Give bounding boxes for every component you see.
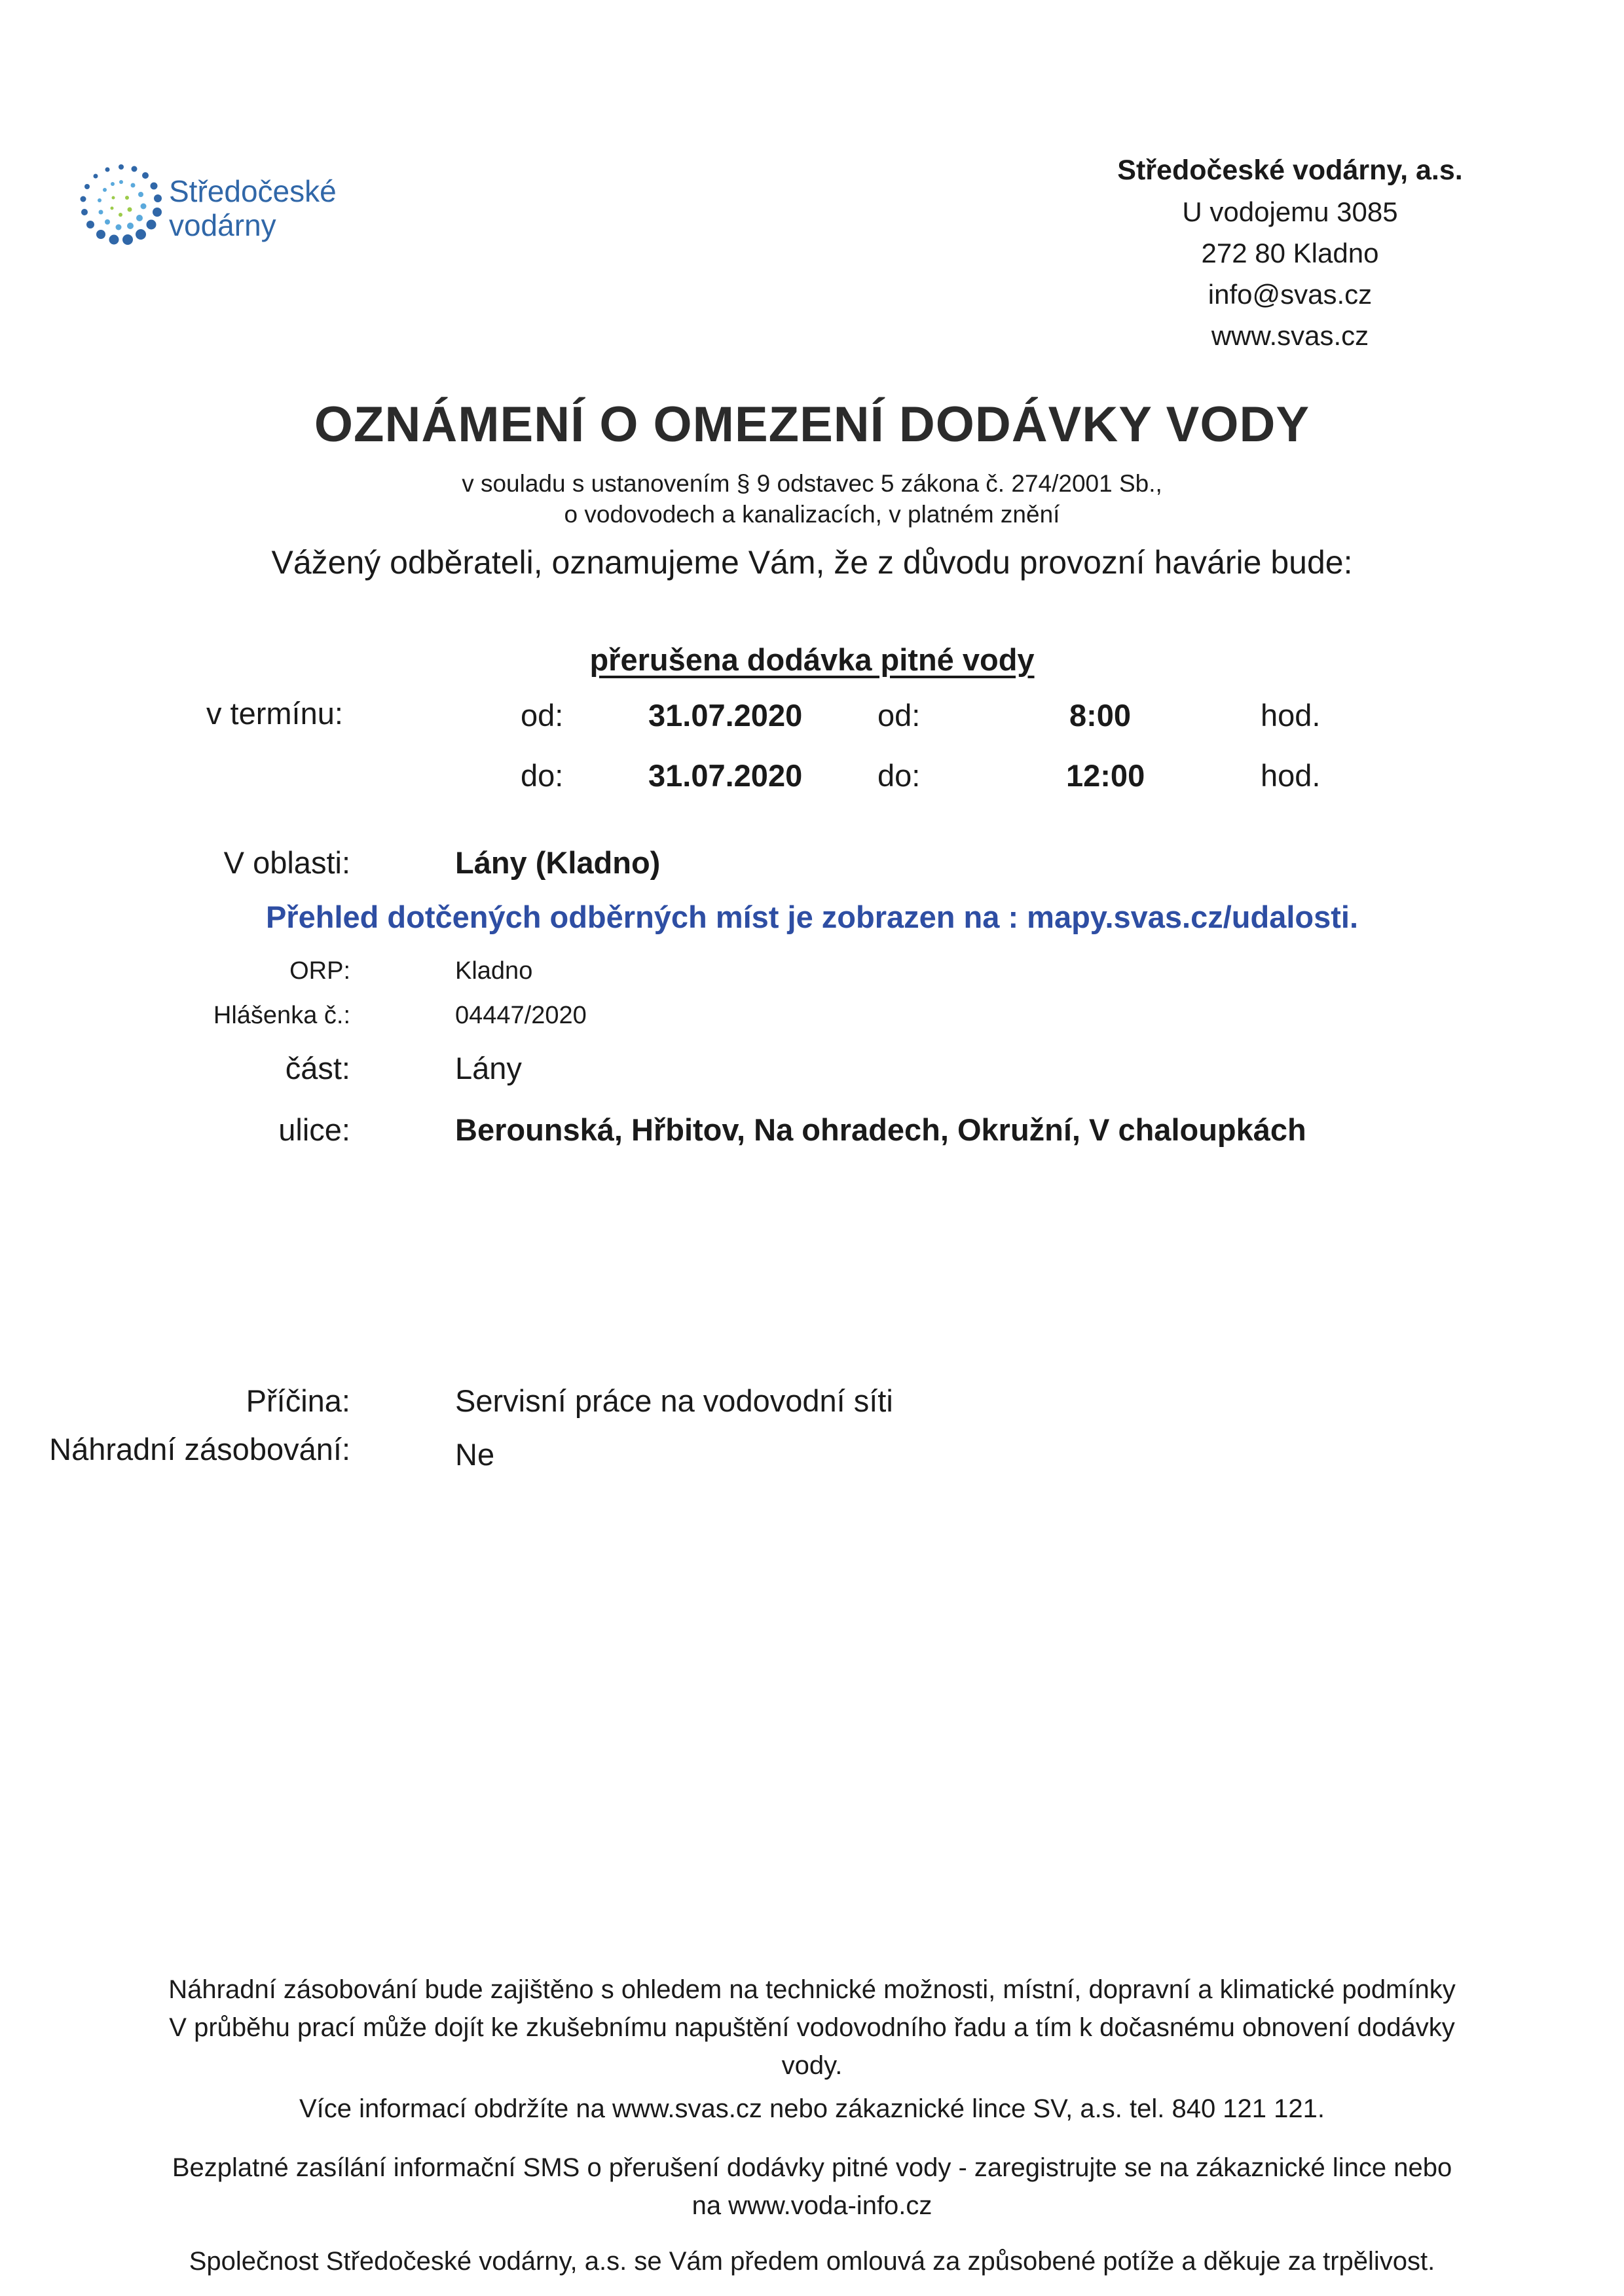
company-website: www.svas.cz [1211, 320, 1369, 351]
logo-line-2: vodárny [169, 208, 276, 242]
logo-wordmark [169, 174, 337, 242]
company-email: info@svas.cz [1208, 279, 1373, 310]
area-value: Lány (Kladno) [455, 845, 661, 880]
report-number-label: Hlášenka č.: [213, 1002, 350, 1029]
company-street: U vodojemu 3085 [1182, 196, 1398, 227]
from-date: 31.07.2020 [648, 698, 803, 733]
to-date-label: do: [521, 758, 564, 793]
footer-line-6: na www.voda-info.cz [692, 2191, 932, 2220]
footer-line-3: vody. [781, 2051, 843, 2080]
schedule-label: v termínu: [206, 696, 343, 731]
street-value: Berounská, Hřbitov, Na ohradech, Okružní, V chaloupkách [455, 1112, 1306, 1147]
from-time: 8:00 [1069, 698, 1132, 733]
alt-supply-value: Ne [455, 1437, 495, 1472]
dotted-circle-logo-icon [72, 157, 170, 255]
part-value: Lány [455, 1051, 522, 1085]
footer-line-4: Více informací obdržíte na www.svas.cz nebo zákaznické lince SV, a.s. tel. 840 121 121. [299, 2094, 1325, 2123]
from-unit: hod. [1261, 698, 1321, 733]
company-city: 272 80 Kladno [1201, 238, 1379, 268]
footer-line-5: Bezplatné zasílání informační SMS o přerušení dodávky pitné vody - zaregistrujte se na zákaznické lince nebo [172, 2153, 1452, 2182]
cause-value: Servisní práce na vodovodní síti [455, 1383, 893, 1418]
to-unit: hod. [1261, 758, 1321, 793]
to-time: 12:00 [1066, 758, 1145, 793]
to-date: 31.07.2020 [648, 758, 803, 793]
orp-value: Kladno [455, 957, 533, 985]
footer-line-2: V průběhu prací může dojít ke zkušebnímu napuštění vodovodního řadu a tím k dočasnému obnovení dodávky [169, 2013, 1455, 2042]
report-number-value: 04447/2020 [455, 1002, 587, 1029]
alt-supply-label: Náhradní zásobování: [49, 1432, 350, 1467]
company-logo [72, 157, 337, 255]
intro-text: Vážený odběrateli, oznamujeme Vám, že z důvodu provozní havárie bude: [271, 544, 1353, 581]
to-time-label: do: [877, 758, 921, 793]
from-time-label: od: [877, 698, 921, 733]
part-label: část: [285, 1051, 350, 1085]
affected-places-notice: Přehled dotčených odběrných míst je zobrazen na : mapy.svas.cz/udalosti. [265, 900, 1359, 934]
company-name: Středočeské vodárny, a.s. [1117, 155, 1463, 186]
interruption-headline: přerušena dodávka pitné vody [589, 642, 1035, 677]
cause-label: Příčina: [246, 1383, 350, 1418]
footer-line-1: Náhradní zásobování bude zajištěno s ohledem na technické možnosti, místní, dopravní a klimatické podmínky [168, 1975, 1456, 2004]
orp-label: ORP: [289, 957, 350, 985]
notice-title: OZNÁMENÍ O OMEZENÍ DODÁVKY VODY [314, 397, 1310, 452]
legal-reference-line-1: v souladu s ustanovením § 9 odstavec 5 zákona č. 274/2001 Sb., [462, 470, 1162, 497]
area-label: V oblasti: [223, 845, 350, 880]
street-label: ulice: [278, 1112, 350, 1147]
from-date-label: od: [521, 698, 564, 733]
footer-line-7: Společnost Středočeské vodárny, a.s. se Vám předem omlouvá za způsobené potíže a děkuje za trpělivost. [189, 2247, 1435, 2276]
legal-reference-line-2: o vodovodech a kanalizacích, v platném znění [564, 501, 1060, 528]
logo-line-1: Středočeské [169, 174, 337, 208]
